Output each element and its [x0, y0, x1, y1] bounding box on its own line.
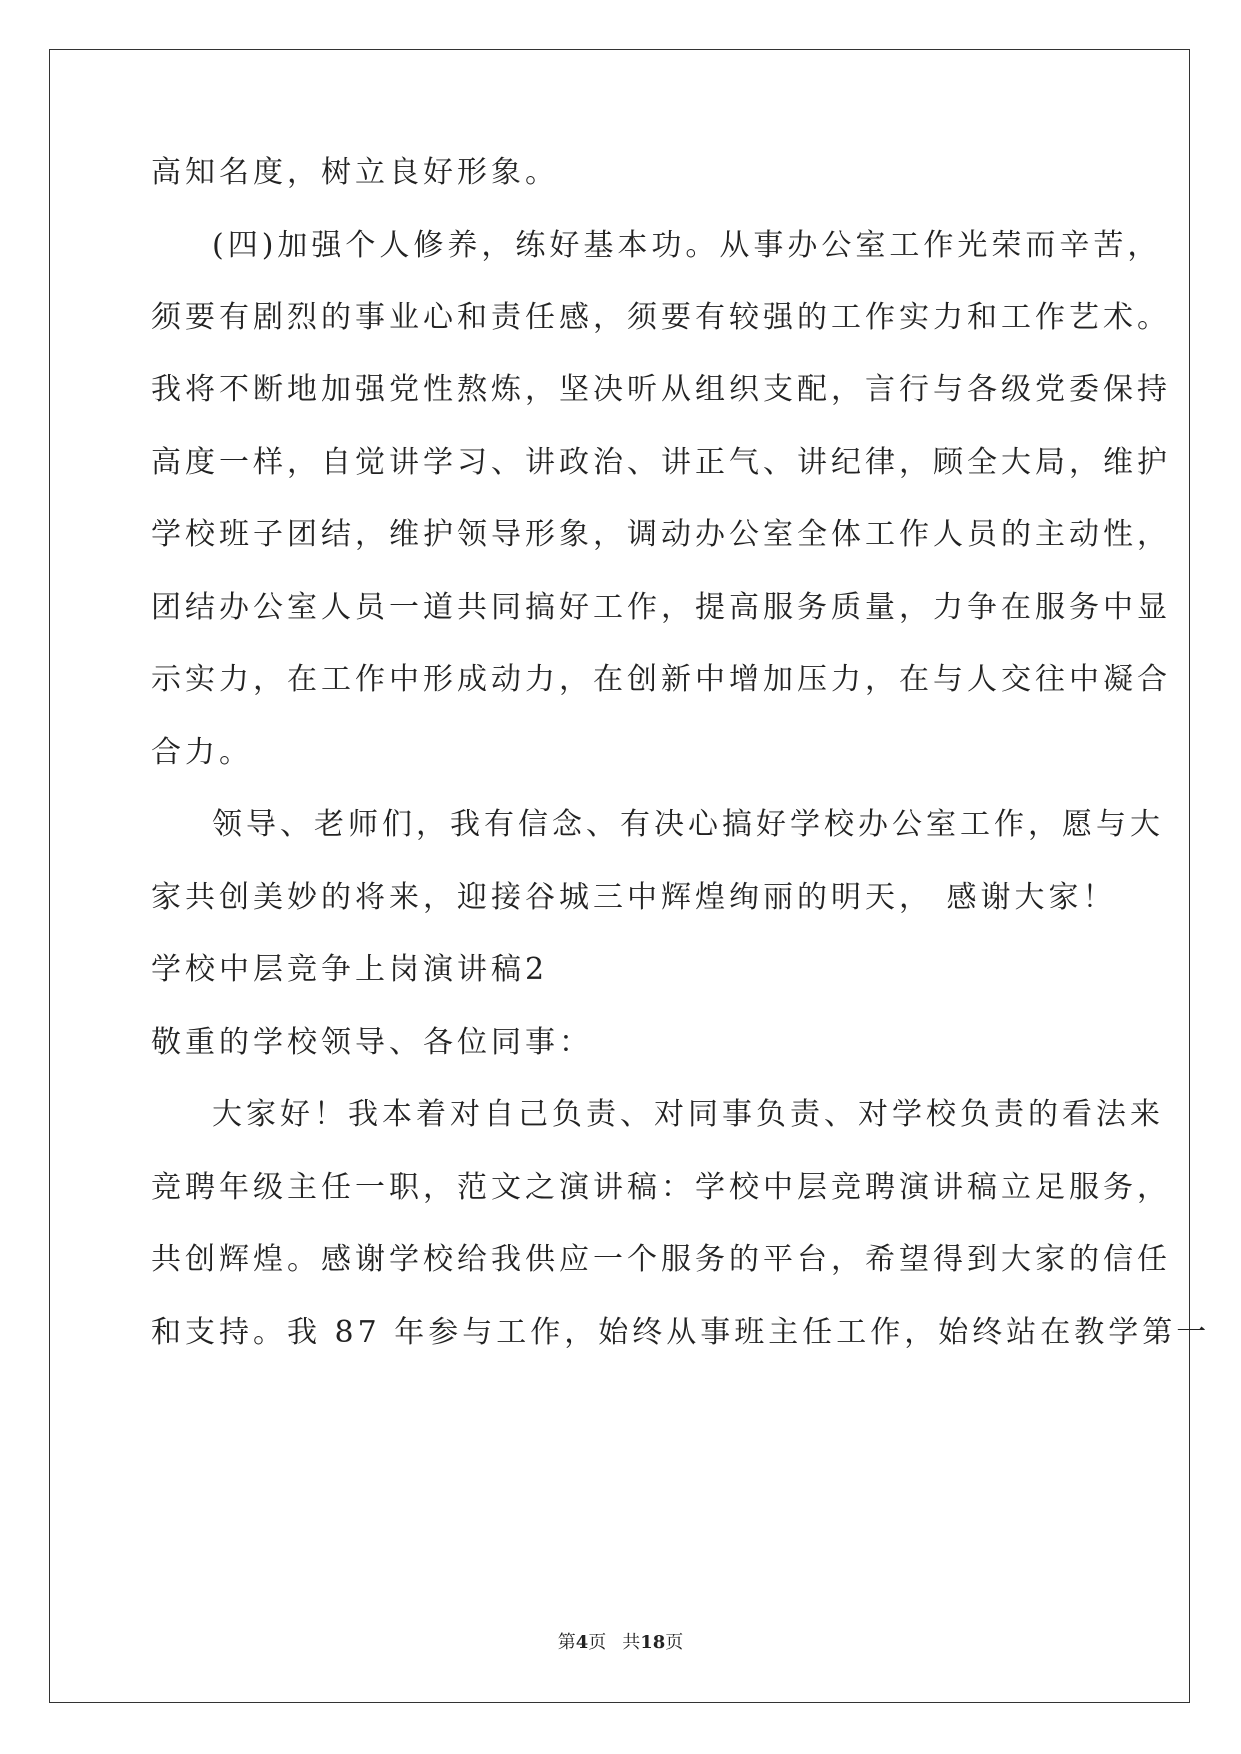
footer-page-suffix: 页: [588, 1632, 607, 1653]
page-footer: [0, 1631, 1241, 1655]
body-line-2: (四)加强个人修养，练好基本功。从事办公室工作光荣而辛苦，: [212, 228, 1162, 263]
body-line-15: 竞聘年级主任一职，范文之演讲稿：学校中层竞聘演讲稿立足服务，: [151, 1170, 1171, 1205]
body-line-4: 我将不断地加强党性熬炼，坚决听从组织支配，言行与各级党委保持: [151, 372, 1171, 407]
body-line-10: 领导、老师们，我有信念、有决心搞好学校办公室工作，愿与大: [212, 807, 1164, 842]
body-line-17: 和支持。我 87 年参与工作，始终从事班主任工作，始终站在教学第一: [151, 1315, 1211, 1350]
body-line-11: 家共创美妙的将来，迎接谷城三中辉煌绚丽的明天， 感谢大家！: [151, 880, 1117, 915]
body-line-1: 高知名度，树立良好形象。: [151, 155, 559, 190]
footer-total-pages: 18: [640, 1632, 666, 1653]
body-line-9: 合力。: [151, 735, 253, 770]
body-line-7: 团结办公室人员一道共同搞好工作，提高服务质量，力争在服务中显: [151, 590, 1171, 625]
body-line-5: 高度一样，自觉讲学习、讲政治、讲正气、讲纪律，顾全大局，维护: [151, 445, 1171, 480]
section-heading: 学校中层竞争上岗演讲稿2: [151, 952, 549, 987]
body-line-14: 大家好！我本着对自己负责、对同事负责、对学校负责的看法来: [212, 1097, 1164, 1132]
body-line-3: 须要有剧烈的事业心和责任感，须要有较强的工作实力和工作艺术。: [151, 300, 1171, 335]
footer-page-prefix: 第: [557, 1632, 576, 1653]
body-line-6: 学校班子团结，维护领导形象，调动办公室全体工作人员的主动性，: [151, 517, 1171, 552]
body-line-16: 共创辉煌。感谢学校给我供应一个服务的平台，希望得到大家的信任: [151, 1242, 1171, 1277]
body-line-8: 示实力，在工作中形成动力，在创新中增加压力，在与人交往中凝合: [151, 662, 1171, 697]
footer-total-suffix: 页: [665, 1632, 684, 1653]
footer-total-prefix: 共: [622, 1632, 641, 1653]
salutation: 敬重的学校领导、各位同事：: [151, 1025, 593, 1060]
footer-page-number: 4: [575, 1632, 589, 1653]
